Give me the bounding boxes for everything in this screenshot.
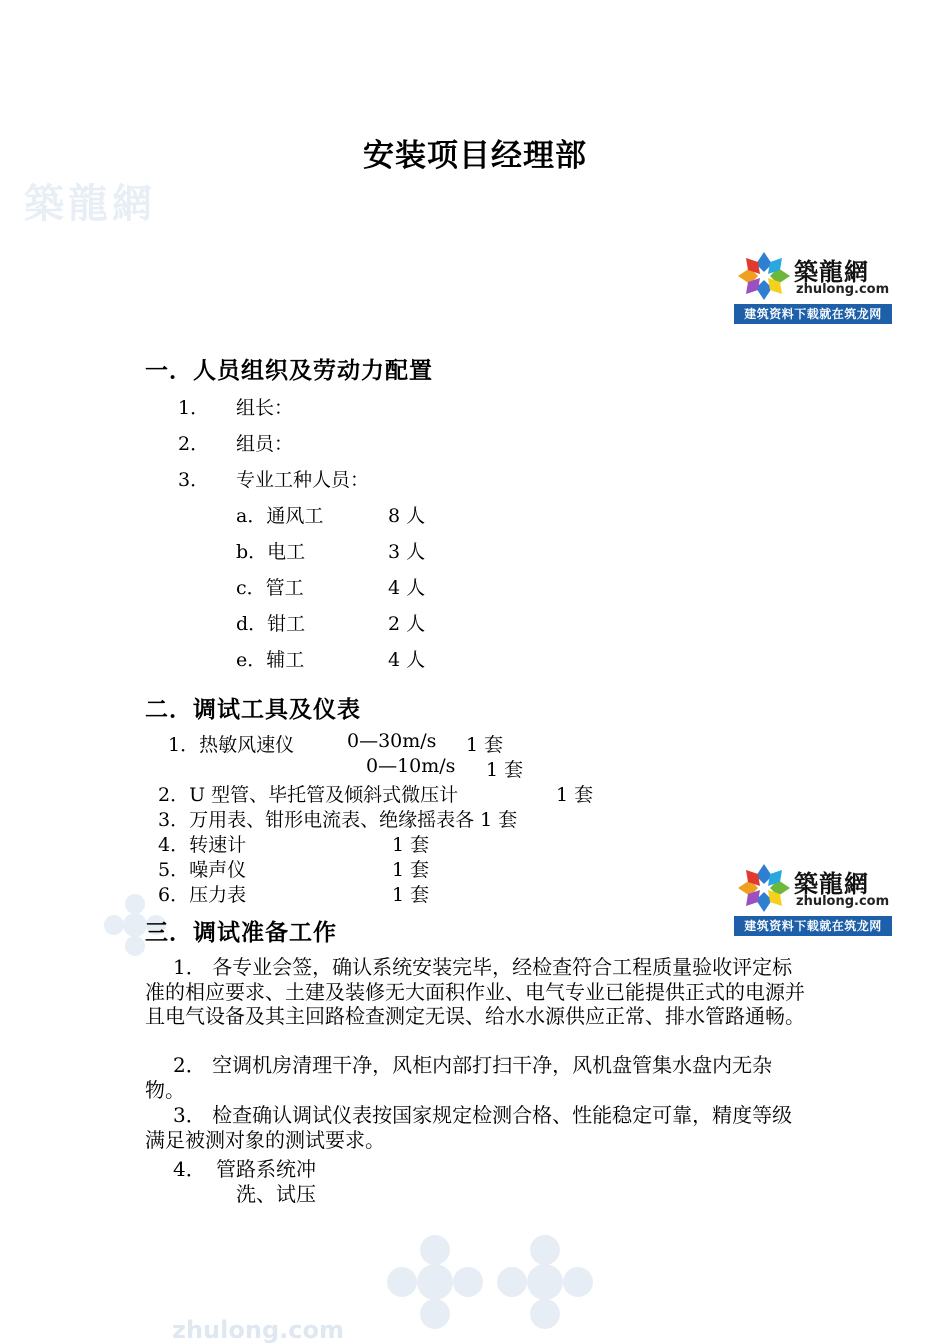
watermark-url: zhulong.com bbox=[172, 1316, 344, 1344]
tool-qty: 1 套 bbox=[392, 859, 430, 881]
list-item-text: 组长： bbox=[236, 397, 294, 419]
trade-label: a．通风工 bbox=[236, 505, 324, 527]
watermark-text: 築龍網 bbox=[24, 180, 156, 227]
logo-brand: 築龍網 bbox=[794, 869, 869, 898]
trade-label: e．辅工 bbox=[236, 649, 305, 671]
list-item-number: 3． bbox=[178, 469, 210, 491]
tool-name: 1．热敏风速仪 bbox=[168, 734, 295, 756]
section1-heading: 一．人员组织及劳动力配置 bbox=[145, 357, 433, 384]
section2-heading: 二．调试工具及仪表 bbox=[145, 696, 361, 723]
logo-url: zhulong.com bbox=[796, 282, 890, 297]
zhulong-logo bbox=[734, 248, 892, 326]
tool-qty: 1 套 bbox=[466, 734, 504, 756]
trade-label: b．电工 bbox=[236, 541, 306, 563]
paragraph: 2． 空调机房清理干净，风柜内部打扫干净，风机盘管集水盘内无杂物。 bbox=[145, 1053, 773, 1102]
list-item-number: 4． bbox=[173, 1157, 206, 1181]
list-item-text: 管路系统冲 bbox=[216, 1157, 316, 1181]
list-item-number: 2． bbox=[178, 433, 210, 455]
tool-name: 4．转速计 bbox=[158, 834, 247, 856]
page-title: 安装项目经理部 bbox=[363, 138, 587, 174]
trade-count: 8 人 bbox=[388, 505, 426, 527]
trade-label: d．钳工 bbox=[236, 613, 306, 635]
trade-count: 3 人 bbox=[388, 541, 426, 563]
logo-snowflake-icon bbox=[736, 862, 792, 914]
tool-name: 6．压力表 bbox=[158, 884, 247, 906]
trade-count: 4 人 bbox=[388, 577, 426, 599]
watermark-snowflake-icon bbox=[490, 1232, 600, 1336]
list-item-text: 洗、试压 bbox=[236, 1182, 316, 1206]
logo-url: zhulong.com bbox=[796, 894, 890, 909]
watermark-snowflake-icon bbox=[380, 1232, 490, 1336]
paragraph: 3． 检查确认调试仪表按国家规定检测合格、性能稳定可靠，精度等级满足被测对象的测试要求。 bbox=[145, 1103, 793, 1152]
logo-tagline: 建筑资料下载就在筑龙网 bbox=[734, 304, 892, 324]
trade-label: c．管工 bbox=[236, 577, 304, 599]
tool-name: 3．万用表、钳形电流表、绝缘摇表各 1 套 bbox=[158, 809, 518, 831]
tool-qty: 1 套 bbox=[392, 834, 430, 856]
trade-count: 4 人 bbox=[388, 649, 426, 671]
paragraph: 1． 各专业会签，确认系统安装完毕，经检查符合工程质量验收评定标准的相应要求、土建及装修无大面积作业、电气专业已能提供正式的电源并且电气设备及其主回路检查测定无误、给水水源供应正常、排水管路通畅。 bbox=[145, 955, 805, 1028]
logo-snowflake-icon bbox=[736, 250, 792, 302]
section3-heading: 三．调试准备工作 bbox=[145, 919, 337, 946]
zhulong-logo bbox=[734, 860, 892, 938]
tool-qty: 1 套 bbox=[486, 759, 524, 781]
trade-count: 2 人 bbox=[388, 613, 426, 635]
list-item-text: 组员： bbox=[236, 433, 294, 455]
tool-qty: 1 套 bbox=[392, 884, 430, 906]
list-item-number: 1． bbox=[178, 397, 210, 419]
logo-tagline: 建筑资料下载就在筑龙网 bbox=[734, 916, 892, 936]
tool-name: 5．噪声仪 bbox=[158, 859, 247, 881]
logo-brand: 築龍網 bbox=[794, 257, 869, 286]
list-item-text: 专业工种人员： bbox=[236, 469, 370, 491]
tool-range: 0—10m/s bbox=[366, 755, 456, 777]
tool-qty: 1 套 bbox=[556, 784, 594, 806]
tool-range: 0—30m/s bbox=[347, 730, 437, 752]
tool-name: 2．U 型管、毕托管及倾斜式微压计 bbox=[158, 784, 459, 806]
